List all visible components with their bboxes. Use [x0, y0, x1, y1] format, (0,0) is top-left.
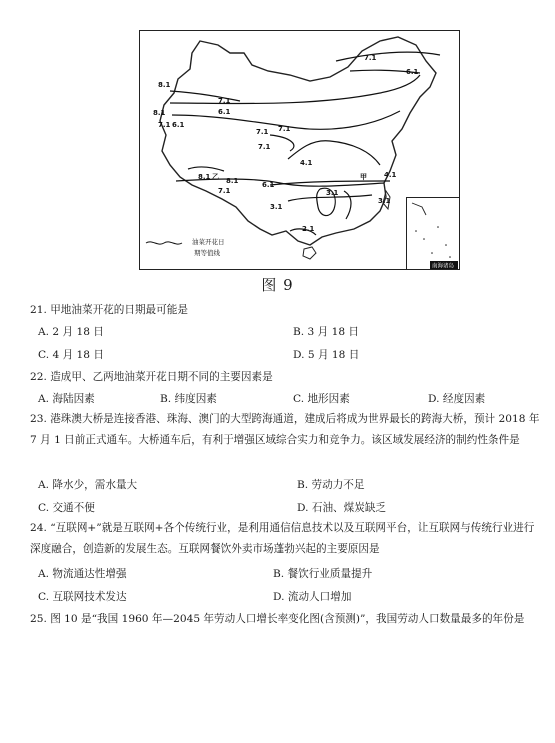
isoline-label: 7.1 [218, 187, 231, 195]
isoline-label: 乙 [212, 173, 219, 181]
isoline [170, 75, 420, 104]
hainan-island [303, 247, 316, 259]
question-24-option-d[interactable]: D. 流动人口增加 [273, 591, 352, 603]
isoline [188, 167, 224, 171]
question-21-option-d[interactable]: D. 5 月 18 日 [293, 349, 360, 361]
legend-line-symbol [146, 242, 182, 244]
question-21-option-a[interactable]: A. 2 月 18 日 [38, 326, 104, 338]
isoline-label: 7.1 [258, 143, 271, 151]
isoline-label: 4.1 [300, 159, 313, 167]
question-25-stem: 25. 图 10 是“我国 1960 年—2045 年劳动人口增长率变化图(含预测)”，我国劳动人口数量最多的年份是 [30, 613, 525, 625]
question-24-stem: 24. “互联网+”就是互联网+各个传统行业，是利用通信信息技术以及互联网平台，让互联网与传统行业进行深度融合，创造新的发展生态。互联网餐饮外卖市场蓬勃兴起的主要原因是 [30, 522, 535, 555]
isoline-label: 8.1 [226, 177, 239, 185]
question-23-stem: 23. 港珠澳大桥是连接香港、珠海、澳门的大型跨海通道，建成后将成为世界最长的跨海大桥，预计 2018 年 7 月 1 日前正式通车。大桥通车后，有利于增强区域综合实力和竞争力。该区域发展经济的制约性条件是 [30, 413, 540, 446]
question-22-option-d[interactable]: D. 经度因素 [428, 393, 486, 405]
isoline-label: 6.1 [406, 68, 419, 76]
isoline-label: 7.1 [218, 97, 231, 105]
isoline-label: 6.1 [172, 121, 185, 129]
china-isoline-map [139, 30, 460, 270]
isoline-label: 6.1 [218, 108, 231, 116]
question-23-option-c[interactable]: C. 交通不便 [38, 502, 95, 514]
question-23-option-d[interactable]: D. 石油、煤炭缺乏 [297, 502, 387, 514]
isoline-label: 8.1 [158, 81, 171, 89]
question-21-option-c[interactable]: C. 4 月 18 日 [38, 349, 104, 361]
isoline [270, 135, 294, 151]
isoline-label: 3.1 [270, 203, 283, 211]
isoline-label: 8.1 [153, 109, 166, 117]
question-23-option-a[interactable]: A. 降水少，需水量大 [38, 479, 138, 491]
china-outline [160, 37, 436, 245]
isoline-label: 7.1 [364, 54, 377, 62]
question-22-option-c[interactable]: C. 地形因素 [293, 393, 350, 405]
isoline-label: 3.1 [378, 197, 391, 205]
inset-label: 南海诸岛 [432, 263, 455, 270]
isoline-label: 3.1 [326, 189, 339, 197]
question-23-option-b[interactable]: B. 劳动力不足 [297, 479, 365, 491]
legend-text: 期等值线 [194, 249, 220, 257]
isoline-label: 2.1 [302, 225, 315, 233]
question-24-option-c[interactable]: C. 互联网技术发达 [38, 591, 127, 603]
question-22-option-b[interactable]: B. 纬度因素 [160, 393, 217, 405]
isoline-label: 7.1 [158, 121, 171, 129]
question-24-option-b[interactable]: B. 餐饮行业质量提升 [273, 568, 373, 580]
south-china-sea-inset [406, 197, 460, 270]
figure-caption: 图 9 [261, 276, 294, 294]
isoline-label: 甲 [360, 173, 367, 181]
question-22-stem: 22. 造成甲、乙两地油菜开花日期不同的主要因素是 [30, 371, 273, 383]
question-24-option-a[interactable]: A. 物流通达性增强 [38, 568, 127, 580]
legend-text: 油菜开花日 [192, 238, 225, 246]
isoline [344, 191, 351, 219]
question-22-option-a[interactable]: A. 海陆因素 [38, 393, 95, 405]
isoline-label: 8.1 [198, 173, 211, 181]
question-21-stem: 21. 甲地油菜开花的日期最可能是 [30, 304, 188, 316]
question-21-option-b[interactable]: B. 3 月 18 日 [293, 326, 360, 338]
isoline-label: 4.1 [384, 171, 397, 179]
isoline-label: 7.1 [256, 128, 269, 136]
isoline-label: 6.1 [262, 181, 275, 189]
isoline-label: 7.1 [278, 125, 291, 133]
